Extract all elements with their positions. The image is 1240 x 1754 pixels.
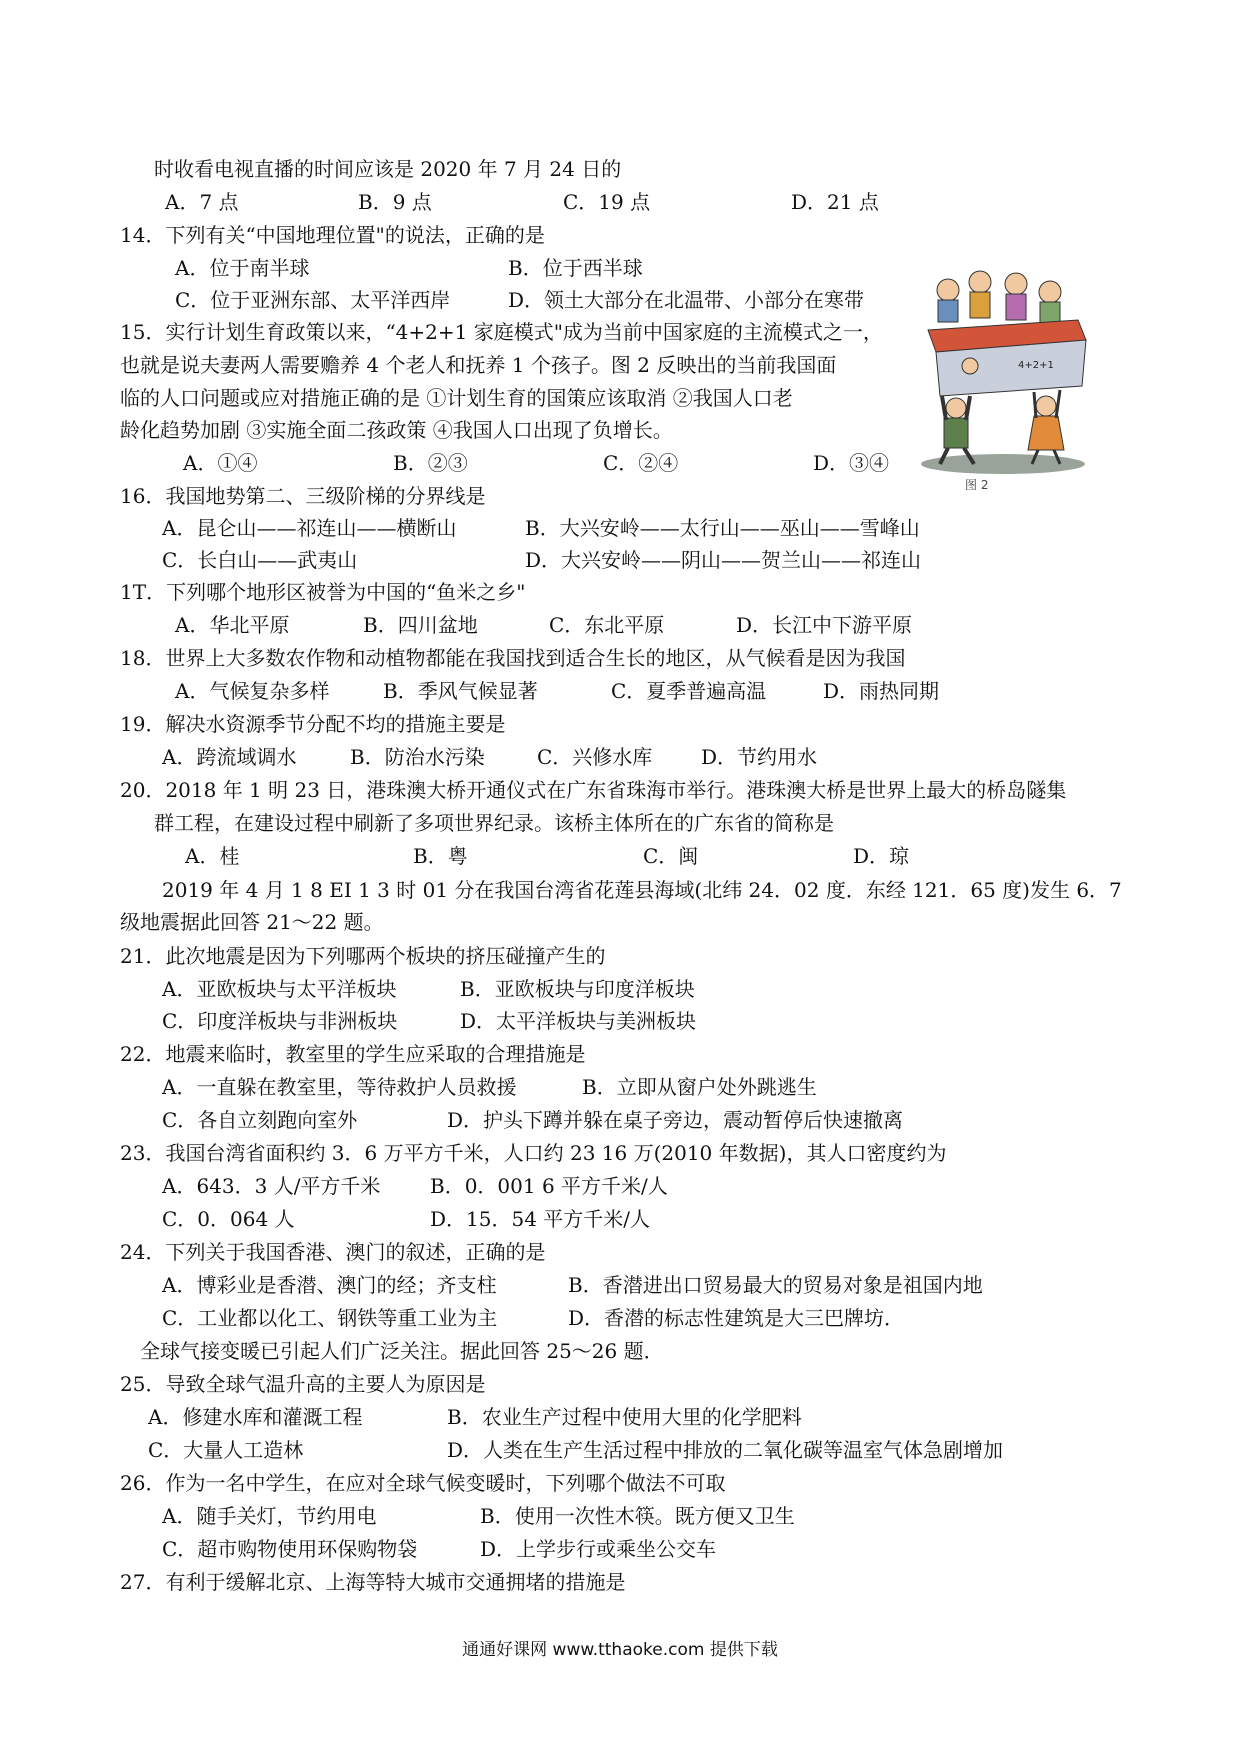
question-stem: 24．下列关于我国香港、澳门的叙述，正确的是	[120, 1240, 546, 1264]
option: A．一直躲在教室里，等待救护人员救援	[162, 1075, 517, 1099]
option: D．护头下蹲并躲在桌子旁边，震动暂停后快速撤离	[447, 1108, 904, 1132]
option: D．人类在生产生活过程中排放的二氧化碳等温室气体急剧增加	[447, 1438, 1004, 1462]
option: A．桂	[185, 844, 240, 868]
option: B．0．001 6 平方千米/人	[430, 1174, 668, 1198]
option: D．15．54 平方千米/人	[430, 1207, 651, 1231]
option: D．长江中下游平原	[736, 613, 913, 637]
question-stem: 时收看电视直播的时间应该是 2020 年 7 月 24 日的	[154, 157, 622, 181]
option: A．位于南半球	[175, 256, 310, 280]
family-cartoon-image	[918, 268, 1088, 478]
option: D．雨热同期	[823, 679, 940, 703]
option: C．闽	[643, 844, 699, 868]
question-stem: 15．实行计划生育政策以来，“4+2+1 家庭模式"成为当前中国家庭的主流模式之一，	[120, 320, 883, 344]
question-stem: 1T．下列哪个地形区被誉为中国的“鱼米之乡"	[120, 580, 526, 604]
option: A．华北平原	[175, 613, 290, 637]
question-stem: 龄化趋势加剧 ③实施全面二孩政策 ④我国人口出现了负增长。	[120, 418, 673, 442]
option: A．随手关灯，节约用电	[162, 1504, 377, 1528]
question-stem: 也就是说夫妻两人需要赡养 4 个老人和抚养 1 个孩子。图 2 反映出的当前我国面	[120, 353, 837, 377]
option: A．昆仑山——祁连山——横断山	[162, 516, 457, 540]
option: C．②④	[603, 451, 679, 475]
option: A．①④	[183, 451, 258, 475]
option: B．使用一次性木筷。既方便又卫生	[480, 1504, 795, 1528]
passage-text: 级地震据此回答 21～22 题。	[120, 910, 384, 934]
option: A．博彩业是香潜、澳门的经；齐支柱	[162, 1273, 497, 1297]
option: A．7 点	[165, 190, 239, 214]
option: A．643．3 人/平方千米	[162, 1174, 381, 1198]
question-stem: 16．我国地势第二、三级阶梯的分界线是	[120, 484, 486, 508]
question-stem: 20．2018 年 1 明 23 日，港珠澳大桥开通仪式在广东省珠海市举行。港珠澳大桥是世界上最大的桥岛隧集	[120, 778, 1067, 802]
question-stem: 18．世界上大多数农作物和动植物都能在我国找到适合生长的地区，从气候看是因为我国	[120, 646, 906, 670]
option: A．亚欧板块与太平洋板块	[162, 977, 397, 1001]
option: B．9 点	[358, 190, 432, 214]
question-stem: 21．此次地震是因为下列哪两个板块的挤压碰撞产生的	[120, 944, 606, 968]
option: D．③④	[813, 451, 890, 475]
option: B．防治水污染	[350, 745, 485, 769]
option: D．节约用水	[701, 745, 818, 769]
option: C．大量人工造林	[148, 1438, 304, 1462]
option: C．0．064 人	[162, 1207, 295, 1231]
option: B．香潜进出口贸易最大的贸易对象是祖国内地	[568, 1273, 983, 1297]
option: D．大兴安岭——阴山——贺兰山——祁连山	[525, 548, 922, 572]
option: B．四川盆地	[363, 613, 478, 637]
option: C．工业都以化工、钢铁等重工业为主	[162, 1306, 498, 1330]
option: C．兴修水库	[537, 745, 653, 769]
option: D．领土大部分在北温带、小部分在寒带	[508, 288, 865, 312]
question-stem: 临的人口问题或应对措施正确的是 ①计划生育的国策应该取消 ②我国人口老	[120, 386, 793, 410]
option: C．各自立刻跑向室外	[162, 1108, 358, 1132]
question-stem: 26．作为一名中学生，在应对全球气候变暖时，下列哪个做法不可取	[120, 1471, 726, 1495]
option: C．东北平原	[549, 613, 665, 637]
option: A．跨流域调水	[162, 745, 297, 769]
option: B．粤	[413, 844, 468, 868]
passage-text: 2019 年 4 月 1 8 EI 1 3 时 01 分在我国台湾省花莲县海域(北纬 24．02 度．东经 121．65 度)发生 6．7	[162, 878, 1122, 902]
option: D．太平洋板块与美洲板块	[460, 1009, 697, 1033]
option: C．夏季普遍高温	[611, 679, 767, 703]
option: D．21 点	[791, 190, 879, 214]
option: B．亚欧板块与印度洋板块	[460, 977, 695, 1001]
option: B．大兴安岭——太行山——巫山——雪峰山	[525, 516, 920, 540]
question-stem: 27．有利于缓解北京、上海等特大城市交通拥堵的措施是	[120, 1570, 626, 1594]
question-stem: 19．解决水资源季节分配不均的措施主要是	[120, 712, 506, 736]
question-stem: 22．地震来临时，教室里的学生应采取的合理措施是	[120, 1042, 586, 1066]
option: A．修建水库和灌溉工程	[148, 1405, 363, 1429]
option: B．立即从窗户处外跳逃生	[582, 1075, 817, 1099]
option: B．②③	[393, 451, 468, 475]
page-footer: 通通好课网 www.tthaoke.com 提供下载	[462, 1640, 778, 1660]
passage-text: 全球气接变暖已引起人们广泛关注。据此回答 25～26 题．	[140, 1339, 664, 1363]
question-stem: 14．下列有关“中国地理位置"的说法，正确的是	[120, 223, 545, 247]
option: C．19 点	[563, 190, 651, 214]
option: D．香潜的标志性建筑是大三巴牌坊．	[568, 1306, 905, 1330]
option: D．琼	[853, 844, 910, 868]
figure-caption: 图 2	[965, 478, 989, 492]
option: A．气候复杂多样	[175, 679, 330, 703]
question-stem: 23．我国台湾省面积约 3．6 万平方千米，人口约 23 16 万(2010 年数据)，其人口密度约为	[120, 1141, 947, 1165]
option: C．超市购物使用环保购物袋	[162, 1537, 418, 1561]
figure-2-illustration	[918, 268, 1088, 488]
question-stem: 25．导致全球气温升高的主要人为原因是	[120, 1372, 486, 1396]
option: B．农业生产过程中使用大里的化学肥料	[447, 1405, 802, 1429]
option: D．上学步行或乘坐公交车	[480, 1537, 717, 1561]
option: B．季风气候显著	[383, 679, 538, 703]
house-sign-text: 4+2+1	[1018, 360, 1054, 371]
option: C．位于亚洲东部、太平洋西岸	[175, 288, 451, 312]
option: B．位于西半球	[508, 256, 643, 280]
option: C．印度洋板块与非洲板块	[162, 1009, 398, 1033]
option: C．长白山——武夷山	[162, 548, 358, 572]
question-stem: 群工程，在建设过程中刷新了多项世界纪录。该桥主体所在的广东省的简称是	[154, 811, 834, 835]
